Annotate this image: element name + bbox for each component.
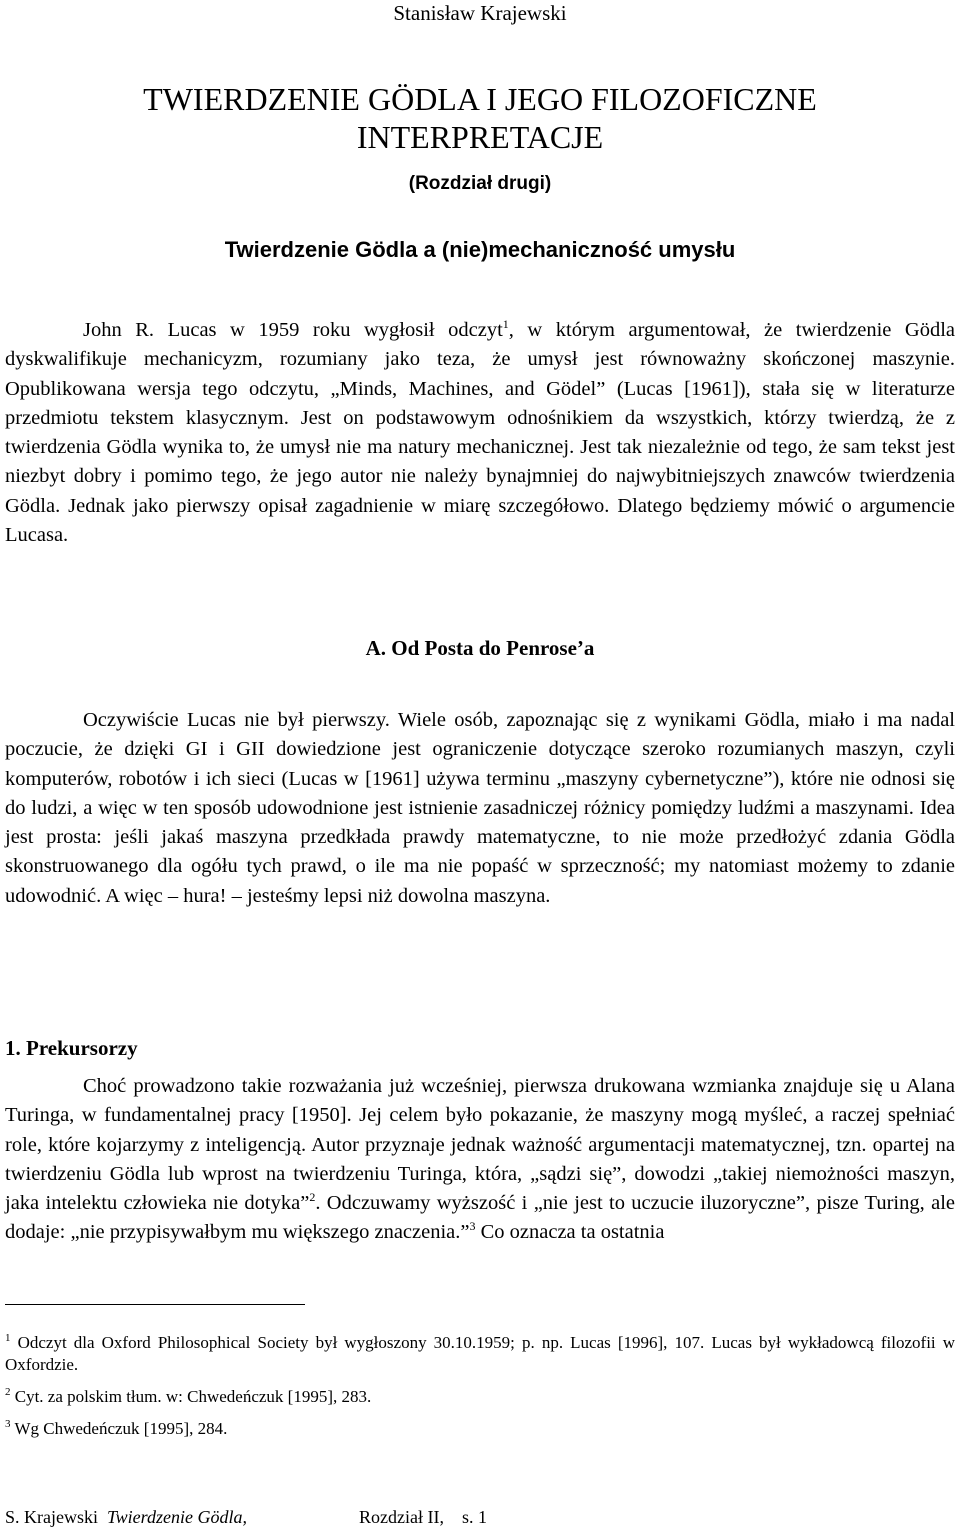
- author-name: Stanisław Krajewski: [393, 1, 567, 25]
- footnote-3: [5, 1418, 955, 1440]
- footnote-ref-3[interactable]: 3: [469, 1219, 476, 1234]
- footnote-number: 3: [5, 1418, 11, 1430]
- chapter-label: (Rozdział drugi): [408, 173, 552, 194]
- footnote-text: Wg Chwedeńczuk [1995], 284.: [14, 1419, 228, 1438]
- footnote-text: Cyt. za polskim tłum. w: Chwedeńczuk [1995], 283.: [14, 1387, 372, 1406]
- footer-work: Twierdzenie Gödla,: [107, 1507, 247, 1527]
- chapter-title: Twierdzenie Gödla a (nie)mechaniczność umysłu: [224, 237, 736, 262]
- page-title: TWIERDZENIE GÖDLA I JEGO FILOZOFICZNE INTERPRETACJE: [143, 81, 817, 155]
- page-footer: [5, 1506, 960, 1528]
- footnote-number: 1: [5, 1332, 11, 1344]
- intro-paragraph: [5, 316, 955, 550]
- intro-text-a: John R. Lucas w 1959 roku wygłosił odczyt: [83, 319, 503, 341]
- section-a-paragraph: [5, 706, 955, 911]
- section-1-text-a: Choć prowadzono takie rozważania już wcześniej, pierwsza drukowana wzmianka znajduje się u Alana Turinga, w fundamentalnej pracy [1950]. Jej celem było pokazanie, że maszyny mogą myśleć, a raczej spełniać role, które kojarzymy z inteligencją. Autor przyznaje jednak ważność argumentacji matematycznej, tzn. opartej na twierdzeniu Gödla lub wprost na twierdzeniu Turinga, która, „sądzi się”, dowodzi „takiej niemożności maszyn, jaka intelektu człowieka nie dotyka”: [5, 1075, 955, 1215]
- footnote-text: Odczyt dla Oxford Philosophical Society był wygłoszony 30.10.1959; p. np. Lucas [1996], 107. Lucas był wykładowcą filozofii w Oxfordzie.: [5, 1333, 956, 1374]
- footnote-ref-1[interactable]: 1: [502, 317, 509, 331]
- footnote-divider: [5, 1304, 305, 1305]
- intro-text-b: , w którym argumentował, że twierdzenie Gödla dyskwalifikuje mechanicyzm, rozumiany jako teza, że umysł jest równoważny skończonej maszynie. Opublikowana wersja tego odczytu, „Minds, Machines, and Gödel” (Lucas [1961]), stała się w literaturze przedmiotu tekstem klasycznym. Jest on podstawowym odnośnikiem da wszystkich, którzy twierdzą, że z twierdzenia Gödla wynika to, że umysł nie ma natury mechanicznej. Jest tak niezależnie od tego, że sam tekst jest niezbyt dobry i pomimo tego, że jego autor nie należy bynajmniej do najwybitniejszych znawców twierdzenia Gödla. Jednak jako pierwszy opisał zagadnienie w miarę szczegółowo. Dlatego będziemy mówić o argumencie Lucasa.: [5, 319, 955, 547]
- footer-chapter: Rozdział II,: [359, 1507, 444, 1527]
- section-1-text-c: Co oznacza ta ostatnia: [475, 1221, 665, 1244]
- section-1-text-b: . Odczuwamy wyższość i „nie jest to uczucie iluzoryczne”, pisze Turing, ale dodaje: „nie przypisywałbym mu większego znaczenia.”: [5, 1192, 955, 1244]
- footnote-number: 2: [5, 1386, 11, 1398]
- footnote-1: [5, 1332, 955, 1376]
- section-a-text: Oczywiście Lucas nie był pierwszy. Wiele osób, zapoznając się z wynikami Gödla, miało i ma nadal poczucie, że dzięki GI i GII dowiedzione jest ograniczenie dotyczące szeroko rozumianych maszyn, czyli komputerów, robotów i ich sieci (Lucas w [1961] używa terminu „maszyny cybernetyczne”), które nie odnosi się do ludzi, a więc w ten sposób udowodnione jest istnienie zasadniczej różnicy pomiędzy ludźmi a maszynami. Idea jest prosta: jeśli jakaś maszyna przedkłada prawdy matematyczne, to nie może przedłożyć zdania Gödla skonstruowanego dla ogółu tych prawd, o ile ma nie popaść w sprzeczność; my natomiast możemy to zdanie udowodnić. A więc – hura! – jesteśmy lepsi niż dowolna maszyna.: [5, 709, 955, 907]
- footnotes: [5, 1332, 955, 1450]
- section-a-heading: A. Od Posta do Penrose’a: [365, 636, 595, 660]
- footnote-2: [5, 1386, 955, 1408]
- footnote-ref-2[interactable]: 2: [309, 1190, 316, 1205]
- footer-author: S. Krajewski: [5, 1507, 98, 1527]
- section-1-paragraph: [5, 1072, 955, 1248]
- section-1-heading: 1. Prekursorzy: [5, 1036, 138, 1060]
- footer-page-number: s. 1: [461, 1507, 487, 1527]
